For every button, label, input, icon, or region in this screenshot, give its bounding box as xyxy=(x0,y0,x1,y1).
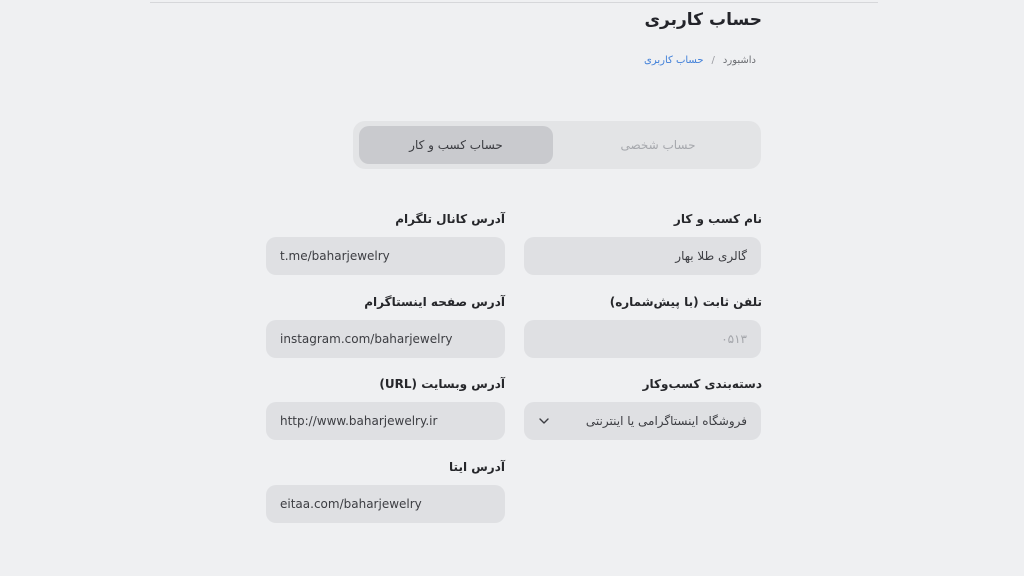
website-label: آدرس وبسایت (URL) xyxy=(379,377,505,391)
instagram-field[interactable] xyxy=(266,320,505,358)
tab-business-account[interactable]: حساب کسب و کار xyxy=(359,126,553,164)
account-type-tabs xyxy=(353,121,761,169)
telegram-label: آدرس کانال تلگرام xyxy=(395,212,505,226)
chevron-down-icon xyxy=(538,415,550,427)
landline-label: تلفن ثابت (با پیش‌شماره) xyxy=(609,295,762,309)
eitaa-field[interactable] xyxy=(266,485,505,523)
telegram-field[interactable] xyxy=(266,237,505,275)
landline-field[interactable] xyxy=(524,320,761,358)
website-value: http://www.baharjewelry.ir xyxy=(280,414,438,428)
website-field[interactable] xyxy=(266,402,505,440)
breadcrumb xyxy=(644,55,756,66)
eitaa-value: eitaa.com/baharjewelry xyxy=(280,497,422,511)
tab-personal-account[interactable]: حساب شخصی xyxy=(620,138,696,152)
instagram-label: آدرس صفحه اینستاگرام xyxy=(364,295,505,309)
business-name-field[interactable] xyxy=(524,237,761,275)
breadcrumb-current[interactable]: حساب کاربری xyxy=(644,55,704,66)
landline-placeholder: ۰۵۱۳ xyxy=(721,332,747,346)
eitaa-label: آدرس ایتا xyxy=(449,460,505,474)
instagram-value: instagram.com/baharjewelry xyxy=(280,332,453,346)
top-divider xyxy=(150,2,878,3)
breadcrumb-dashboard[interactable]: داشبورد xyxy=(722,55,756,66)
telegram-value: t.me/baharjewelry xyxy=(280,249,390,263)
business-name-label: نام کسب و کار xyxy=(673,212,762,226)
category-label: دسته‌بندی کسب‌وکار xyxy=(642,377,762,391)
category-select[interactable] xyxy=(524,402,761,440)
business-name-value: گالری طلا بهار xyxy=(675,249,747,263)
category-value: فروشگاه اینستاگرامی یا اینترنتی xyxy=(585,414,747,428)
page-title: حساب کاربری xyxy=(644,10,762,30)
breadcrumb-separator: / xyxy=(711,55,715,66)
